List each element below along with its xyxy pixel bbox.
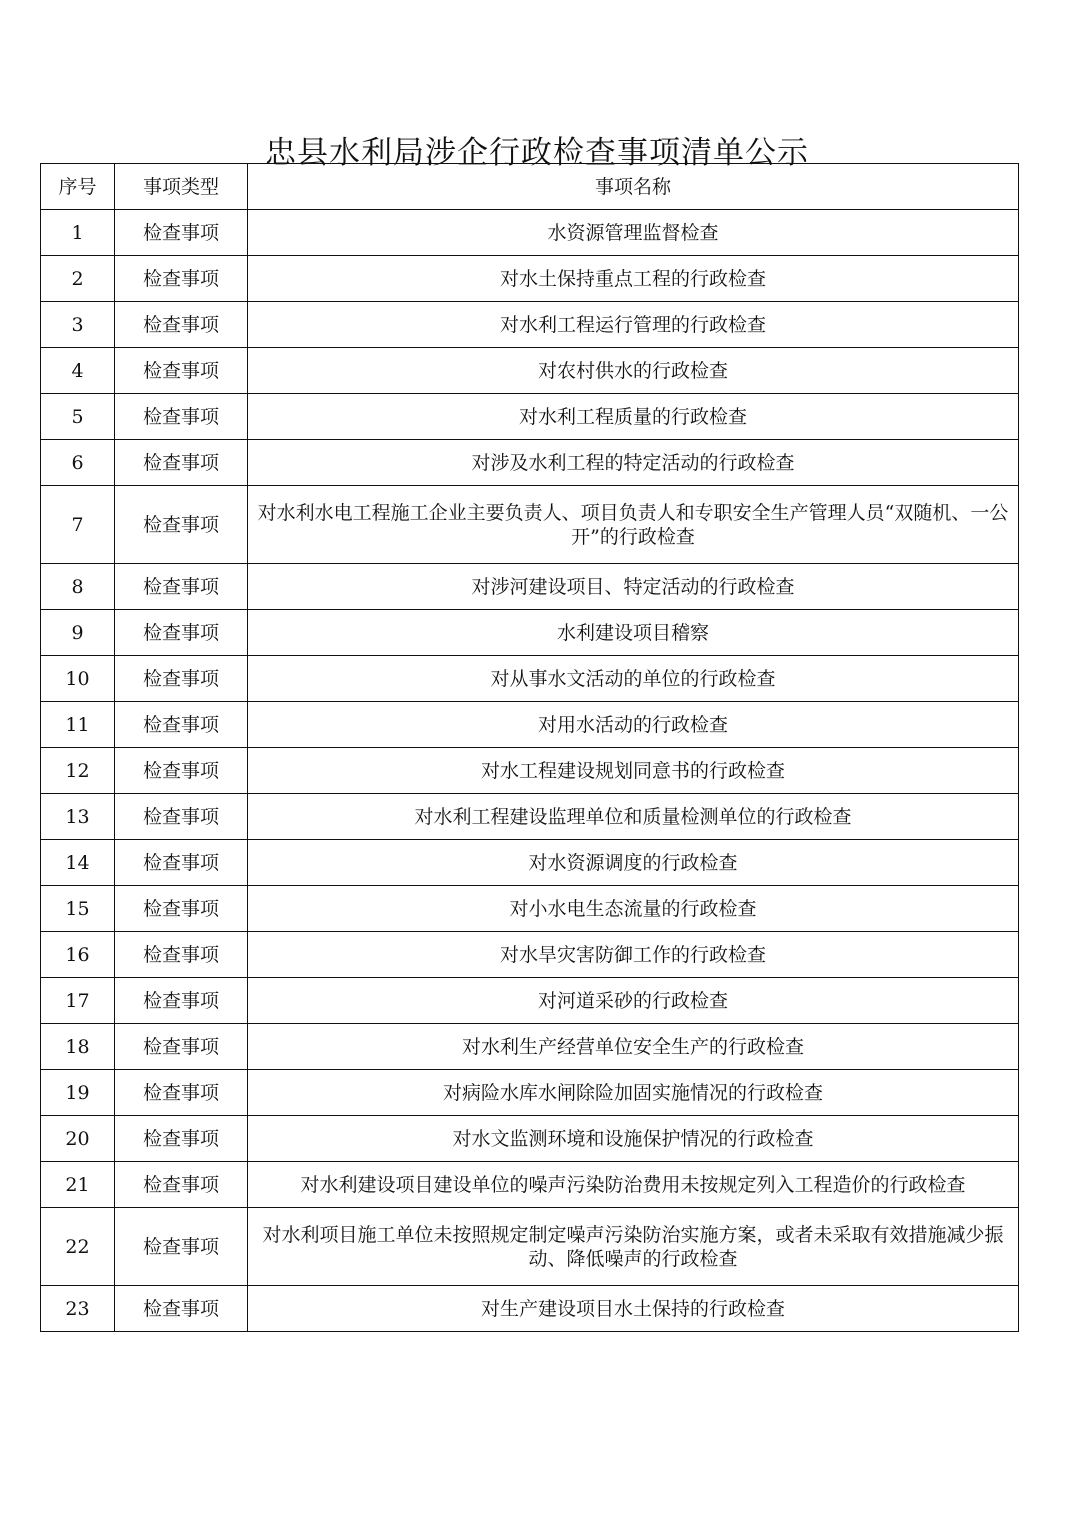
row-item-name: 对河道采砂的行政检查 bbox=[248, 978, 1019, 1024]
row-item-type: 检查事项 bbox=[115, 440, 248, 486]
row-item-name: 对农村供水的行政检查 bbox=[248, 348, 1019, 394]
row-serial-number: 21 bbox=[41, 1162, 115, 1208]
header-item-name: 事项名称 bbox=[248, 164, 1019, 210]
row-serial-number: 8 bbox=[41, 564, 115, 610]
header-serial-number: 序号 bbox=[41, 164, 115, 210]
row-item-type: 检查事项 bbox=[115, 932, 248, 978]
row-serial-number: 20 bbox=[41, 1116, 115, 1162]
row-item-type: 检查事项 bbox=[115, 394, 248, 440]
row-item-name: 对涉及水利工程的特定活动的行政检查 bbox=[248, 440, 1019, 486]
table-row bbox=[41, 610, 1019, 656]
row-item-name: 对涉河建设项目、特定活动的行政检查 bbox=[248, 564, 1019, 610]
row-serial-number: 14 bbox=[41, 840, 115, 886]
row-item-name: 对水资源调度的行政检查 bbox=[248, 840, 1019, 886]
row-item-type: 检查事项 bbox=[115, 564, 248, 610]
row-item-type: 检查事项 bbox=[115, 486, 248, 564]
table-row bbox=[41, 932, 1019, 978]
row-item-type: 检查事项 bbox=[115, 794, 248, 840]
row-serial-number: 13 bbox=[41, 794, 115, 840]
table-row bbox=[41, 1024, 1019, 1070]
row-item-name: 对水利水电工程施工企业主要负责人、项目负责人和专职安全生产管理人员“双随机、一公开”的行政检查 bbox=[248, 486, 1019, 564]
row-item-name: 对水利生产经营单位安全生产的行政检查 bbox=[248, 1024, 1019, 1070]
table-row bbox=[41, 702, 1019, 748]
row-item-type: 检查事项 bbox=[115, 210, 248, 256]
row-item-name: 对水文监测环境和设施保护情况的行政检查 bbox=[248, 1116, 1019, 1162]
row-item-name: 对用水活动的行政检查 bbox=[248, 702, 1019, 748]
table-row bbox=[41, 564, 1019, 610]
table-row bbox=[41, 794, 1019, 840]
row-serial-number: 16 bbox=[41, 932, 115, 978]
table-row bbox=[41, 840, 1019, 886]
table-row bbox=[41, 978, 1019, 1024]
table-row bbox=[41, 210, 1019, 256]
row-serial-number: 2 bbox=[41, 256, 115, 302]
row-item-type: 检查事项 bbox=[115, 1286, 248, 1332]
table-row bbox=[41, 656, 1019, 702]
row-item-type: 检查事项 bbox=[115, 1208, 248, 1286]
row-serial-number: 3 bbox=[41, 302, 115, 348]
table-header-row bbox=[41, 164, 1019, 210]
row-item-name: 对水土保持重点工程的行政检查 bbox=[248, 256, 1019, 302]
row-item-name: 水利建设项目稽察 bbox=[248, 610, 1019, 656]
row-serial-number: 17 bbox=[41, 978, 115, 1024]
row-serial-number: 19 bbox=[41, 1070, 115, 1116]
row-item-name: 对从事水文活动的单位的行政检查 bbox=[248, 656, 1019, 702]
row-item-name: 水资源管理监督检查 bbox=[248, 210, 1019, 256]
row-item-name: 对水利项目施工单位未按照规定制定噪声污染防治实施方案，或者未采取有效措施减少振动、降低噪声的行政检查 bbox=[248, 1208, 1019, 1286]
row-item-type: 检查事项 bbox=[115, 1162, 248, 1208]
row-item-type: 检查事项 bbox=[115, 656, 248, 702]
row-item-name: 对病险水库水闸除险加固实施情况的行政检查 bbox=[248, 1070, 1019, 1116]
row-item-name: 对水利工程质量的行政检查 bbox=[248, 394, 1019, 440]
row-item-name: 对小水电生态流量的行政检查 bbox=[248, 886, 1019, 932]
row-serial-number: 12 bbox=[41, 748, 115, 794]
row-item-type: 检查事项 bbox=[115, 1070, 248, 1116]
row-serial-number: 18 bbox=[41, 1024, 115, 1070]
row-item-type: 检查事项 bbox=[115, 702, 248, 748]
table-row bbox=[41, 1208, 1019, 1286]
inspection-items-table bbox=[40, 163, 1019, 1332]
table-row bbox=[41, 1070, 1019, 1116]
row-serial-number: 5 bbox=[41, 394, 115, 440]
row-serial-number: 6 bbox=[41, 440, 115, 486]
table-row bbox=[41, 1286, 1019, 1332]
row-serial-number: 7 bbox=[41, 486, 115, 564]
row-item-name: 对水旱灾害防御工作的行政检查 bbox=[248, 932, 1019, 978]
row-item-name: 对水利工程建设监理单位和质量检测单位的行政检查 bbox=[248, 794, 1019, 840]
row-item-name: 对水利工程运行管理的行政检查 bbox=[248, 302, 1019, 348]
table-row bbox=[41, 1162, 1019, 1208]
table-row bbox=[41, 1116, 1019, 1162]
table-row bbox=[41, 394, 1019, 440]
row-item-name: 对水工程建设规划同意书的行政检查 bbox=[248, 748, 1019, 794]
table-row bbox=[41, 256, 1019, 302]
table-row bbox=[41, 440, 1019, 486]
row-serial-number: 10 bbox=[41, 656, 115, 702]
row-serial-number: 22 bbox=[41, 1208, 115, 1286]
row-item-type: 检查事项 bbox=[115, 256, 248, 302]
row-serial-number: 11 bbox=[41, 702, 115, 748]
table-row bbox=[41, 886, 1019, 932]
row-serial-number: 1 bbox=[41, 210, 115, 256]
row-item-type: 检查事项 bbox=[115, 886, 248, 932]
row-item-type: 检查事项 bbox=[115, 610, 248, 656]
table-row bbox=[41, 302, 1019, 348]
row-item-type: 检查事项 bbox=[115, 1024, 248, 1070]
row-serial-number: 15 bbox=[41, 886, 115, 932]
row-item-type: 检查事项 bbox=[115, 978, 248, 1024]
table-row bbox=[41, 486, 1019, 564]
row-item-type: 检查事项 bbox=[115, 302, 248, 348]
header-item-type: 事项类型 bbox=[115, 164, 248, 210]
document-title: 忠县水利局涉企行政检查事项清单公示 bbox=[265, 134, 809, 171]
row-item-name: 对生产建设项目水土保持的行政检查 bbox=[248, 1286, 1019, 1332]
table-row bbox=[41, 348, 1019, 394]
row-serial-number: 4 bbox=[41, 348, 115, 394]
row-item-name: 对水利建设项目建设单位的噪声污染防治费用未按规定列入工程造价的行政检查 bbox=[248, 1162, 1019, 1208]
row-serial-number: 9 bbox=[41, 610, 115, 656]
row-item-type: 检查事项 bbox=[115, 1116, 248, 1162]
row-item-type: 检查事项 bbox=[115, 840, 248, 886]
row-item-type: 检查事项 bbox=[115, 748, 248, 794]
row-serial-number: 23 bbox=[41, 1286, 115, 1332]
table-row bbox=[41, 748, 1019, 794]
row-item-type: 检查事项 bbox=[115, 348, 248, 394]
